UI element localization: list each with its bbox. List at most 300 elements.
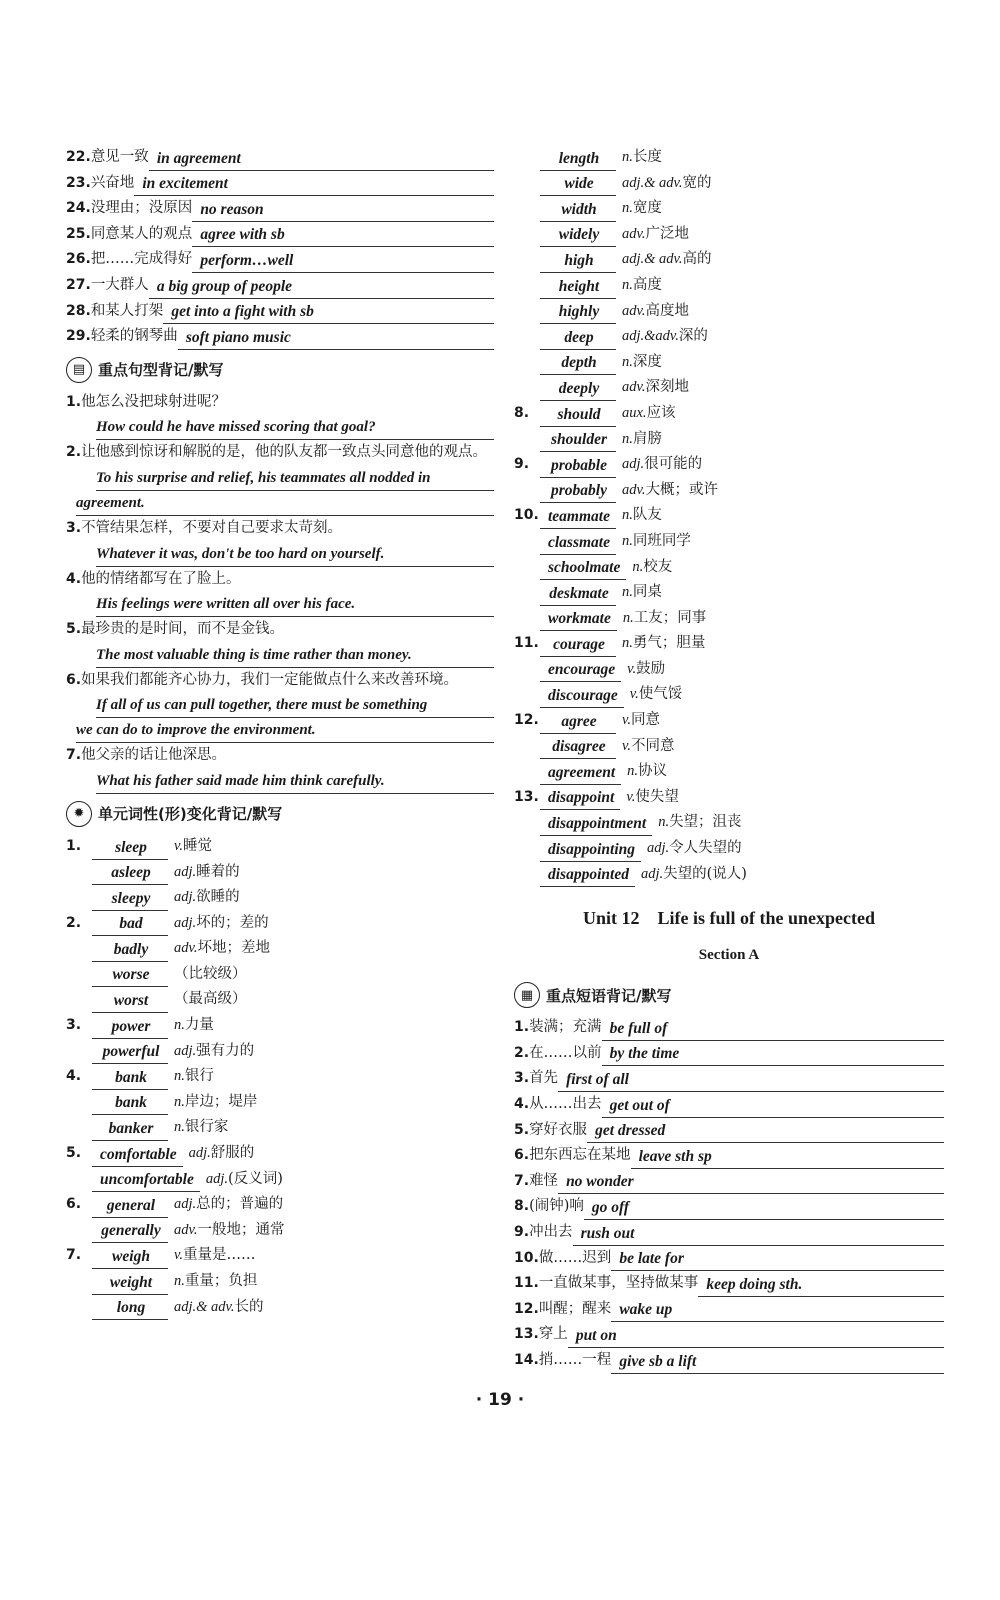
word-answer: asleep [92, 862, 168, 885]
word-form-item [514, 222, 944, 248]
item-number: 28. [66, 302, 91, 319]
chinese-meaning: 睡觉 [183, 837, 212, 854]
phrase-item [66, 196, 494, 222]
word-form-item [66, 1295, 494, 1321]
item-number: 14. [514, 1351, 539, 1368]
word-answer: deep [540, 327, 616, 350]
item-number: 6. [66, 1196, 82, 1213]
chinese-meaning: 高的 [682, 251, 712, 268]
word-answer: disagree [540, 736, 616, 759]
english-answer-line: The most valuable thing is time rather than money. [96, 643, 494, 668]
word-forms-heading: 单元词性(形)变化背记/默写 [98, 805, 283, 824]
chinese-prompt: 一直做某事，坚持做某事 [538, 1275, 699, 1292]
sentence-prompt [66, 743, 494, 769]
part-of-speech: n. [622, 635, 633, 652]
chinese-meaning: 工友；同事 [633, 609, 707, 626]
chinese-meaning: 欲睡的 [196, 889, 240, 906]
unit-title: Unit 12 Life is full of the unexpected [583, 908, 875, 929]
chinese-meaning: 力量 [184, 1017, 214, 1034]
word-answer: disappointing [540, 839, 641, 862]
sentence-item [66, 440, 494, 516]
chinese-prompt: 同意某人的观点 [90, 225, 193, 242]
word-answer: disappoint [540, 787, 620, 810]
chinese-prompt: 穿好衣服 [529, 1121, 588, 1138]
laptop-icon: ▦ [514, 982, 540, 1008]
phrase-item [514, 1220, 944, 1246]
part-of-speech: adv. [622, 225, 646, 242]
item-number: 12. [514, 712, 539, 729]
word-form-item [514, 708, 944, 734]
part-of-speech: n. [622, 200, 633, 217]
phrase-item [66, 145, 494, 171]
item-number: 12. [514, 1300, 539, 1317]
word-answer: width [540, 199, 616, 222]
part-of-speech: v. [174, 837, 183, 854]
word-answer: wide [540, 173, 616, 196]
phrase-item [514, 1143, 944, 1169]
sentences-section-header [66, 350, 494, 390]
sentences-heading: 重点句型背记/默写 [98, 361, 224, 380]
word-form-item [66, 1141, 494, 1167]
chinese-sentence: 最珍贵的是时间，而不是金钱。 [81, 621, 285, 638]
chinese-meaning: 深刻地 [645, 379, 689, 396]
answer-blank: give sb a lift [611, 1351, 944, 1374]
word-forms-section-header [66, 794, 494, 834]
chinese-meaning: 一般地；通常 [197, 1221, 285, 1238]
answer-blank: get dressed [587, 1120, 944, 1143]
part-of-speech: n. [174, 1273, 185, 1289]
word-form-item [514, 350, 944, 376]
english-answer-line: His feelings were written all over his face. [96, 592, 494, 617]
item-number: 5. [66, 1145, 82, 1162]
phrase-item [514, 1066, 944, 1092]
answer-blank: in excitement [134, 173, 494, 196]
chinese-prompt: 叫醒；醒来 [538, 1300, 612, 1317]
chinese-prompt: 把……完成得好 [90, 251, 193, 268]
word-form-item [514, 862, 944, 888]
english-answer-line: Whatever it was, don't be too hard on yourself. [96, 542, 494, 567]
word-answer: agreement [540, 762, 621, 785]
phrase-item [66, 299, 494, 325]
chinese-prompt: 捎……一程 [538, 1351, 612, 1368]
answer-blank: go off [584, 1197, 944, 1220]
part-of-speech: n. [174, 1068, 185, 1085]
answer-blank: agree with sb [192, 224, 494, 247]
word-answer: generally [92, 1220, 168, 1243]
word-form-item [514, 759, 944, 785]
left-column [66, 145, 494, 1320]
word-answer: schoolmate [540, 557, 626, 580]
chinese-prompt: 兴奋地 [90, 174, 135, 191]
chinese-meaning: 不同意 [631, 737, 675, 754]
word-form-item [66, 1218, 494, 1244]
chinese-sentence: 让他感到惊讶和解脱的是，他的队友都一致点头同意他的观点。 [81, 444, 488, 461]
chinese-meaning: 使失望 [635, 788, 679, 805]
item-number: 8. [514, 1198, 530, 1215]
page-number: · 19 · [475, 1390, 525, 1410]
chinese-meaning: (反义词) [228, 1170, 283, 1187]
word-answer: deeply [540, 378, 616, 401]
part-of-speech: adj. [174, 1196, 197, 1213]
chinese-sentence: 他的情绪都写在了脸上。 [81, 570, 241, 587]
word-form-item [514, 452, 944, 478]
answer-blank: by the time [602, 1043, 944, 1066]
chinese-prompt: 没理由；没原因 [90, 200, 193, 217]
part-of-speech: adj. [647, 840, 670, 857]
part-of-speech: n. [174, 1017, 185, 1034]
chinese-meaning: 总的；普遍的 [196, 1196, 284, 1213]
chinese-meaning: 银行家 [184, 1119, 229, 1136]
part-of-speech: n. [627, 763, 639, 780]
phrase-item [514, 1246, 944, 1272]
chinese-meaning: 高度 [632, 276, 662, 293]
chinese-sentence: 不管结果怎样，不要对自己要求太苛刻。 [81, 519, 343, 536]
word-answer: disappointed [540, 864, 635, 887]
part-of-speech: v. [626, 788, 636, 805]
word-answer: bad [92, 913, 168, 936]
word-answer: agree [540, 711, 616, 734]
part-of-speech: adj. [174, 1042, 197, 1059]
sentence-item [66, 668, 494, 744]
word-answer: power [92, 1016, 168, 1039]
chinese-prompt: 轻柔的钢琴曲 [90, 328, 178, 345]
phrases-heading: 重点短语背记/默写 [546, 986, 672, 1005]
sentence-item [66, 617, 494, 668]
chinese-prompt: (闹钟)响 [529, 1198, 584, 1215]
phrase-list [514, 1015, 944, 1373]
chinese-meaning: （最高级） [174, 991, 247, 1008]
item-number: 1. [514, 1019, 530, 1036]
item-number: 13. [514, 788, 539, 805]
word-form-item [514, 478, 944, 504]
item-number: 11. [514, 1275, 539, 1292]
part-of-speech: adv. [622, 379, 646, 396]
word-answer: should [540, 404, 616, 427]
part-of-speech: v. [622, 737, 631, 754]
word-form-item [514, 580, 944, 606]
phrase-item [514, 1348, 944, 1374]
chinese-prompt: 首先 [529, 1070, 559, 1087]
starburst-icon: ✹ [66, 801, 92, 827]
chinese-meaning: 长度 [632, 149, 662, 165]
item-number: 4. [514, 1096, 530, 1112]
word-form-item [514, 836, 944, 862]
chinese-meaning: 强有力的 [196, 1042, 255, 1059]
word-answer: encourage [540, 659, 621, 682]
word-form-item [514, 145, 944, 171]
answer-blank: perform…well [192, 250, 494, 273]
part-of-speech: v. [174, 1247, 183, 1264]
word-answer: worse [92, 964, 168, 987]
part-of-speech: adj. [205, 1170, 229, 1187]
sentence-prompt [66, 617, 494, 643]
chinese-prompt: 冲出去 [529, 1223, 573, 1240]
part-of-speech: n. [622, 149, 633, 165]
part-of-speech: n. [174, 1093, 185, 1110]
item-number: 4. [66, 570, 82, 587]
sentence-prompt [66, 390, 494, 416]
part-of-speech: adj. [640, 865, 664, 882]
word-form-item [66, 860, 494, 886]
word-form-item [514, 785, 944, 811]
word-answer: comfortable [92, 1144, 183, 1167]
sentence-item [66, 567, 494, 618]
word-form-item [514, 529, 944, 555]
item-number: 4. [66, 1068, 82, 1085]
chinese-meaning: 失望的(说人) [663, 865, 747, 882]
chinese-meaning: 坏的；差的 [196, 914, 269, 931]
phrase-item [66, 324, 494, 350]
item-number: 6. [66, 671, 82, 688]
chinese-meaning: 队友 [632, 507, 662, 524]
phrase-item [514, 1297, 944, 1323]
chinese-meaning: 宽的 [682, 174, 712, 191]
word-answer: uncomfortable [92, 1169, 200, 1192]
word-form-item [514, 682, 944, 708]
answer-blank: soft piano music [178, 327, 494, 350]
word-answer: widely [540, 224, 616, 247]
section-title: Section A [698, 947, 760, 964]
answer-blank: wake up [611, 1299, 944, 1322]
word-answer: courage [540, 634, 616, 657]
word-form-list-left [66, 834, 494, 1320]
part-of-speech: adj. [622, 456, 645, 473]
chinese-meaning: 鼓励 [636, 660, 666, 677]
word-answer: sleepy [92, 888, 168, 911]
word-form-item [514, 631, 944, 657]
word-form-item [514, 606, 944, 632]
part-of-speech: adv. [622, 481, 646, 498]
word-answer: shoulder [540, 429, 616, 452]
part-of-speech: adj. [174, 889, 197, 906]
word-form-item [514, 324, 944, 350]
item-number: 5. [66, 621, 82, 638]
word-form-item [66, 1013, 494, 1039]
word-form-item [66, 1039, 494, 1065]
word-answer: long [92, 1297, 168, 1320]
part-of-speech: n. [622, 430, 633, 447]
chinese-meaning: 宽度 [632, 200, 662, 217]
chinese-prompt: 难怪 [529, 1172, 559, 1189]
item-number: 8. [514, 404, 530, 421]
item-number: 10. [514, 507, 539, 524]
phrase-item [514, 1169, 944, 1195]
item-number: 13. [514, 1326, 539, 1343]
word-answer: high [540, 250, 616, 273]
chinese-meaning: 高度地 [645, 302, 689, 319]
answer-blank: be full of [602, 1018, 944, 1041]
word-form-item [66, 1064, 494, 1090]
part-of-speech: adj. [188, 1145, 211, 1162]
word-form-item [514, 657, 944, 683]
word-answer: length [540, 148, 616, 171]
english-answer-line: What his father said made him think carefully. [96, 769, 494, 794]
item-number: 7. [514, 1172, 530, 1189]
part-of-speech: adj. [174, 914, 197, 931]
chinese-prompt: 和某人打架 [90, 302, 164, 319]
chinese-meaning: 协议 [638, 763, 668, 780]
part-of-speech: n. [174, 1119, 185, 1136]
word-form-item [66, 885, 494, 911]
word-answer: weight [92, 1272, 168, 1295]
word-answer: probably [540, 480, 616, 503]
word-form-item [66, 962, 494, 988]
item-number: 11. [514, 635, 539, 652]
chinese-prompt: 装满；充满 [529, 1019, 602, 1036]
item-number: 3. [66, 519, 82, 536]
chinese-meaning: 令人失望的 [669, 840, 742, 857]
chinese-meaning: 同桌 [632, 584, 662, 601]
item-number: 22. [66, 149, 91, 165]
word-form-item [66, 911, 494, 937]
chinese-meaning: 失望；沮丧 [669, 814, 742, 831]
word-form-item [514, 401, 944, 427]
chinese-meaning: 岸边；堤岸 [184, 1093, 258, 1110]
phrase-item [66, 171, 494, 197]
item-number: 1. [66, 393, 82, 410]
part-of-speech: adj.&adv. [622, 328, 679, 345]
word-answer: bank [92, 1067, 168, 1090]
item-number: 6. [514, 1147, 530, 1164]
word-form-item [66, 1243, 494, 1269]
english-answer-line: How could he have missed scoring that goal? [96, 415, 494, 440]
chinese-prompt: 从……出去 [529, 1096, 602, 1112]
item-number: 3. [514, 1070, 530, 1087]
item-number: 24. [66, 200, 91, 217]
chinese-meaning: 勇气；胆量 [632, 635, 706, 652]
chinese-prompt: 在……以前 [529, 1044, 602, 1061]
sentence-prompt [66, 516, 494, 542]
chinese-meaning: 深度 [632, 353, 662, 370]
part-of-speech: adv. [622, 302, 646, 319]
word-answer: powerful [92, 1041, 168, 1064]
word-answer: bank [92, 1092, 168, 1115]
chinese-meaning: 广泛地 [645, 225, 689, 242]
part-of-speech: n. [632, 558, 644, 575]
word-answer: depth [540, 352, 616, 375]
word-form-item [514, 273, 944, 299]
item-number: 5. [514, 1121, 530, 1138]
word-form-item [514, 299, 944, 325]
chinese-meaning: 同班同学 [632, 532, 691, 549]
phrase-item [514, 1015, 944, 1041]
word-form-item [514, 247, 944, 273]
answer-blank: no reason [192, 199, 494, 222]
chinese-prompt: 做……迟到 [538, 1249, 612, 1266]
word-answer: highly [540, 301, 616, 324]
answer-blank: in agreement [149, 148, 494, 171]
part-of-speech: aux. [622, 404, 647, 421]
chinese-meaning: 很可能的 [644, 456, 703, 473]
part-of-speech: adj.& adv. [174, 1298, 235, 1315]
phrase-item [514, 1271, 944, 1297]
answer-blank: a big group of people [149, 276, 494, 299]
sentence-list [66, 390, 494, 794]
item-number: 23. [66, 174, 91, 191]
word-answer: discourage [540, 685, 624, 708]
answer-blank: get out of [602, 1095, 944, 1118]
word-answer: banker [92, 1118, 168, 1141]
sentence-prompt [66, 567, 494, 593]
chinese-meaning: 深的 [678, 328, 708, 345]
item-number: 26. [66, 251, 91, 268]
word-answer: sleep [92, 837, 168, 860]
chinese-meaning: 应该 [646, 404, 676, 421]
word-form-item [66, 1115, 494, 1141]
chinese-meaning: 长的 [234, 1298, 264, 1315]
part-of-speech: v. [622, 712, 631, 729]
chinese-meaning: 重量是…… [183, 1247, 256, 1264]
answer-blank: keep doing sth. [698, 1274, 944, 1297]
phrases-section-header [514, 975, 944, 1015]
chinese-prompt: 意见一致 [90, 149, 149, 165]
word-form-item [66, 1192, 494, 1218]
word-form-item [514, 734, 944, 760]
chinese-meaning: 重量；负担 [184, 1273, 258, 1289]
word-answer: workmate [540, 608, 617, 631]
phrase-item [66, 273, 494, 299]
answer-blank: get into a fight with sb [163, 301, 494, 324]
word-form-item [66, 1269, 494, 1295]
answer-blank: put on [568, 1325, 944, 1348]
right-column [514, 145, 944, 1374]
item-number: 2. [514, 1044, 530, 1061]
word-form-item [514, 196, 944, 222]
sentence-prompt [66, 440, 494, 466]
word-answer: worst [92, 990, 168, 1013]
part-of-speech: n. [622, 584, 633, 601]
chinese-prompt: 把东西忘在某地 [529, 1147, 631, 1164]
word-form-item [514, 503, 944, 529]
word-answer: general [92, 1195, 168, 1218]
english-answer-line: To his surprise and relief, his teammates all nodded in [96, 466, 494, 491]
word-answer: classmate [540, 532, 616, 555]
item-number: 9. [514, 456, 530, 473]
chinese-meaning: 银行 [184, 1068, 214, 1085]
answer-blank: no wonder [558, 1171, 944, 1194]
phrase-item [514, 1194, 944, 1220]
item-number: 3. [66, 1017, 82, 1034]
word-form-item [514, 375, 944, 401]
part-of-speech: adj.& adv. [622, 174, 683, 191]
chinese-sentence: 他父亲的话让他深思。 [81, 747, 227, 764]
english-answer-line: agreement. [76, 491, 494, 516]
part-of-speech: adj.& adv. [622, 251, 683, 268]
phrase-item [66, 222, 494, 248]
word-answer: probable [540, 455, 616, 478]
item-number: 29. [66, 328, 91, 345]
part-of-speech: adv. [174, 940, 198, 957]
chinese-sentence: 如果我们都能齐心协力，我们一定能做点什么来改善环境。 [81, 671, 459, 688]
chinese-sentence: 他怎么没把球射进呢？ [81, 393, 227, 410]
part-of-speech: adv. [174, 1221, 198, 1238]
english-answer-line: If all of us can pull together, there must be something [96, 693, 494, 718]
open-book-icon: ▤ [66, 357, 92, 383]
part-of-speech: n. [622, 609, 634, 626]
word-answer: height [540, 276, 616, 299]
item-number: 7. [66, 747, 82, 764]
word-answer: disappointment [540, 813, 652, 836]
word-answer: badly [92, 939, 168, 962]
sentence-item [66, 516, 494, 567]
answer-blank: leave sth sp [631, 1146, 944, 1169]
item-number: 27. [66, 276, 91, 293]
sentence-item [66, 743, 494, 794]
part-of-speech: n. [622, 532, 633, 549]
word-form-item [66, 1167, 494, 1193]
part-of-speech: v. [629, 686, 639, 703]
phrase-item [514, 1118, 944, 1144]
